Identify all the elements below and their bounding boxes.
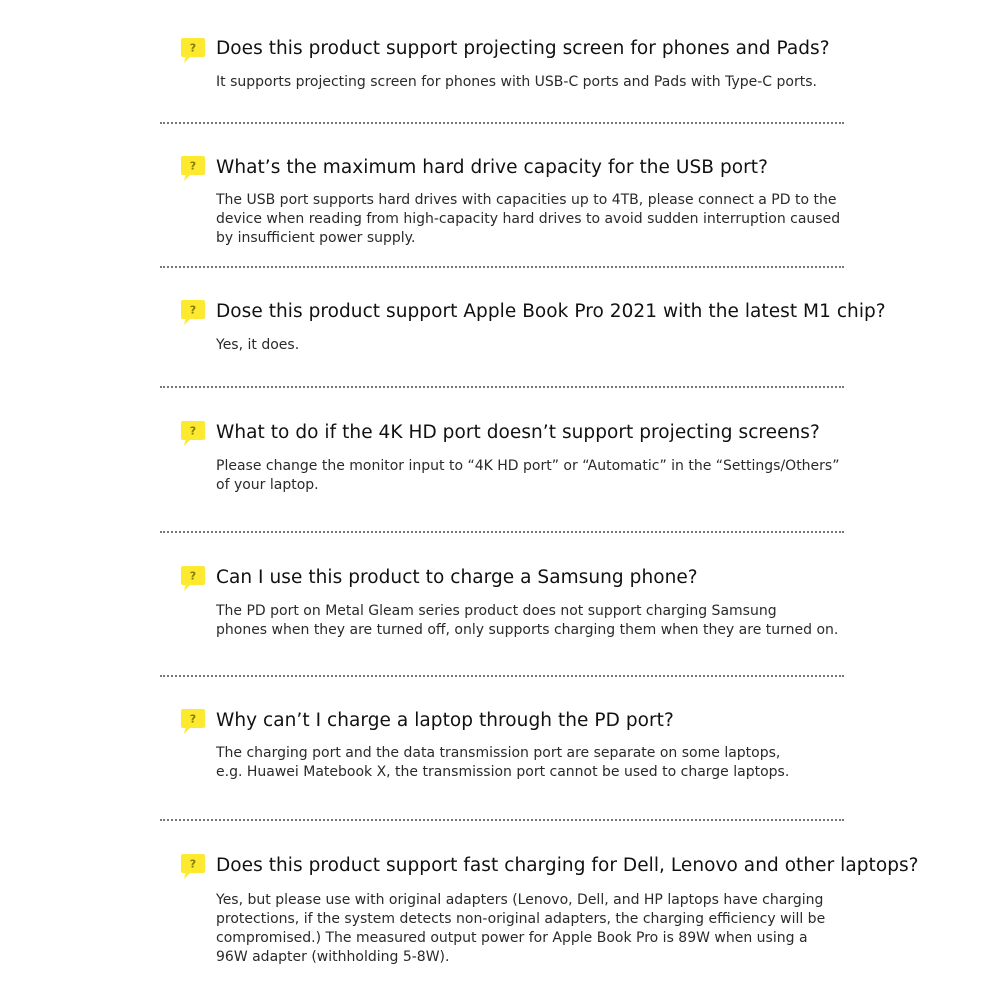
faq-answer-line: phones when they are turned off, only supports charging them when they are turned on. xyxy=(216,622,839,638)
faq-answer-line: of your laptop. xyxy=(216,477,319,493)
faq-answer xyxy=(216,602,856,640)
faq-answer xyxy=(216,336,856,355)
faq-answer xyxy=(216,457,856,495)
faq-question: What to do if the 4K HD port doesn’t support projecting screens? xyxy=(216,422,820,443)
dotted-divider xyxy=(160,122,844,124)
dotted-divider xyxy=(160,819,844,821)
faq-answer-line: Yes, but please use with original adapters (Lenovo, Dell, and HP laptops have charging xyxy=(216,892,824,908)
faq-answer-line: 96W adapter (withholding 5-8W). xyxy=(216,949,450,965)
question-bubble-icon xyxy=(180,155,206,183)
faq-answer-line: Please change the monitor input to “4K HD port” or “Automatic” in the “Settings/Others” xyxy=(216,458,840,474)
faq-answer xyxy=(216,73,856,92)
question-bubble-icon xyxy=(180,37,206,65)
faq-question: Why can’t I charge a laptop through the PD port? xyxy=(216,710,674,731)
faq-answer-line: The PD port on Metal Gleam series product does not support charging Samsung xyxy=(216,603,777,619)
faq-answer-line: protections, if the system detects non-original adapters, the charging efficiency will be xyxy=(216,911,826,927)
faq-question: Dose this product support Apple Book Pro 2021 with the latest M1 chip? xyxy=(216,301,886,322)
question-bubble-icon xyxy=(180,299,206,327)
faq-answer-line: Yes, it does. xyxy=(216,337,300,353)
svg-text:?: ? xyxy=(189,424,197,438)
faq-answer-line: e.g. Huawei Matebook X, the transmission port cannot be used to charge laptops. xyxy=(216,764,790,780)
question-bubble-icon xyxy=(180,853,206,881)
svg-text:?: ? xyxy=(189,857,197,871)
question-bubble-icon xyxy=(180,420,206,448)
faq-answer-line: by insufficient power supply. xyxy=(216,230,416,246)
faq-answer xyxy=(216,891,856,967)
dotted-divider xyxy=(160,531,844,533)
question-bubble-icon xyxy=(180,708,206,736)
svg-text:?: ? xyxy=(189,712,197,726)
faq-question: What’s the maximum hard drive capacity for the USB port? xyxy=(216,157,768,178)
faq-answer xyxy=(216,744,856,782)
faq-question: Does this product support fast charging for Dell, Lenovo and other laptops? xyxy=(216,855,919,876)
dotted-divider xyxy=(160,675,844,677)
faq-answer-line: The charging port and the data transmission port are separate on some laptops, xyxy=(216,745,781,761)
svg-text:?: ? xyxy=(189,159,197,173)
faq-answer-line: device when reading from high-capacity hard drives to avoid sudden interruption caused xyxy=(216,211,841,227)
dotted-divider xyxy=(160,266,844,268)
svg-text:?: ? xyxy=(189,303,197,317)
faq-answer-line: The USB port supports hard drives with capacities up to 4TB, please connect a PD to the xyxy=(216,192,837,208)
dotted-divider xyxy=(160,386,844,388)
faq-question: Does this product support projecting screen for phones and Pads? xyxy=(216,38,830,59)
faq-answer-line: It supports projecting screen for phones with USB-C ports and Pads with Type-C ports. xyxy=(216,74,817,90)
faq-answer-line: compromised.) The measured output power for Apple Book Pro is 89W when using a xyxy=(216,930,808,946)
svg-text:?: ? xyxy=(189,569,197,583)
faq-question: Can I use this product to charge a Samsung phone? xyxy=(216,567,698,588)
faq-answer xyxy=(216,191,856,248)
question-bubble-icon xyxy=(180,565,206,593)
svg-text:?: ? xyxy=(189,41,197,55)
